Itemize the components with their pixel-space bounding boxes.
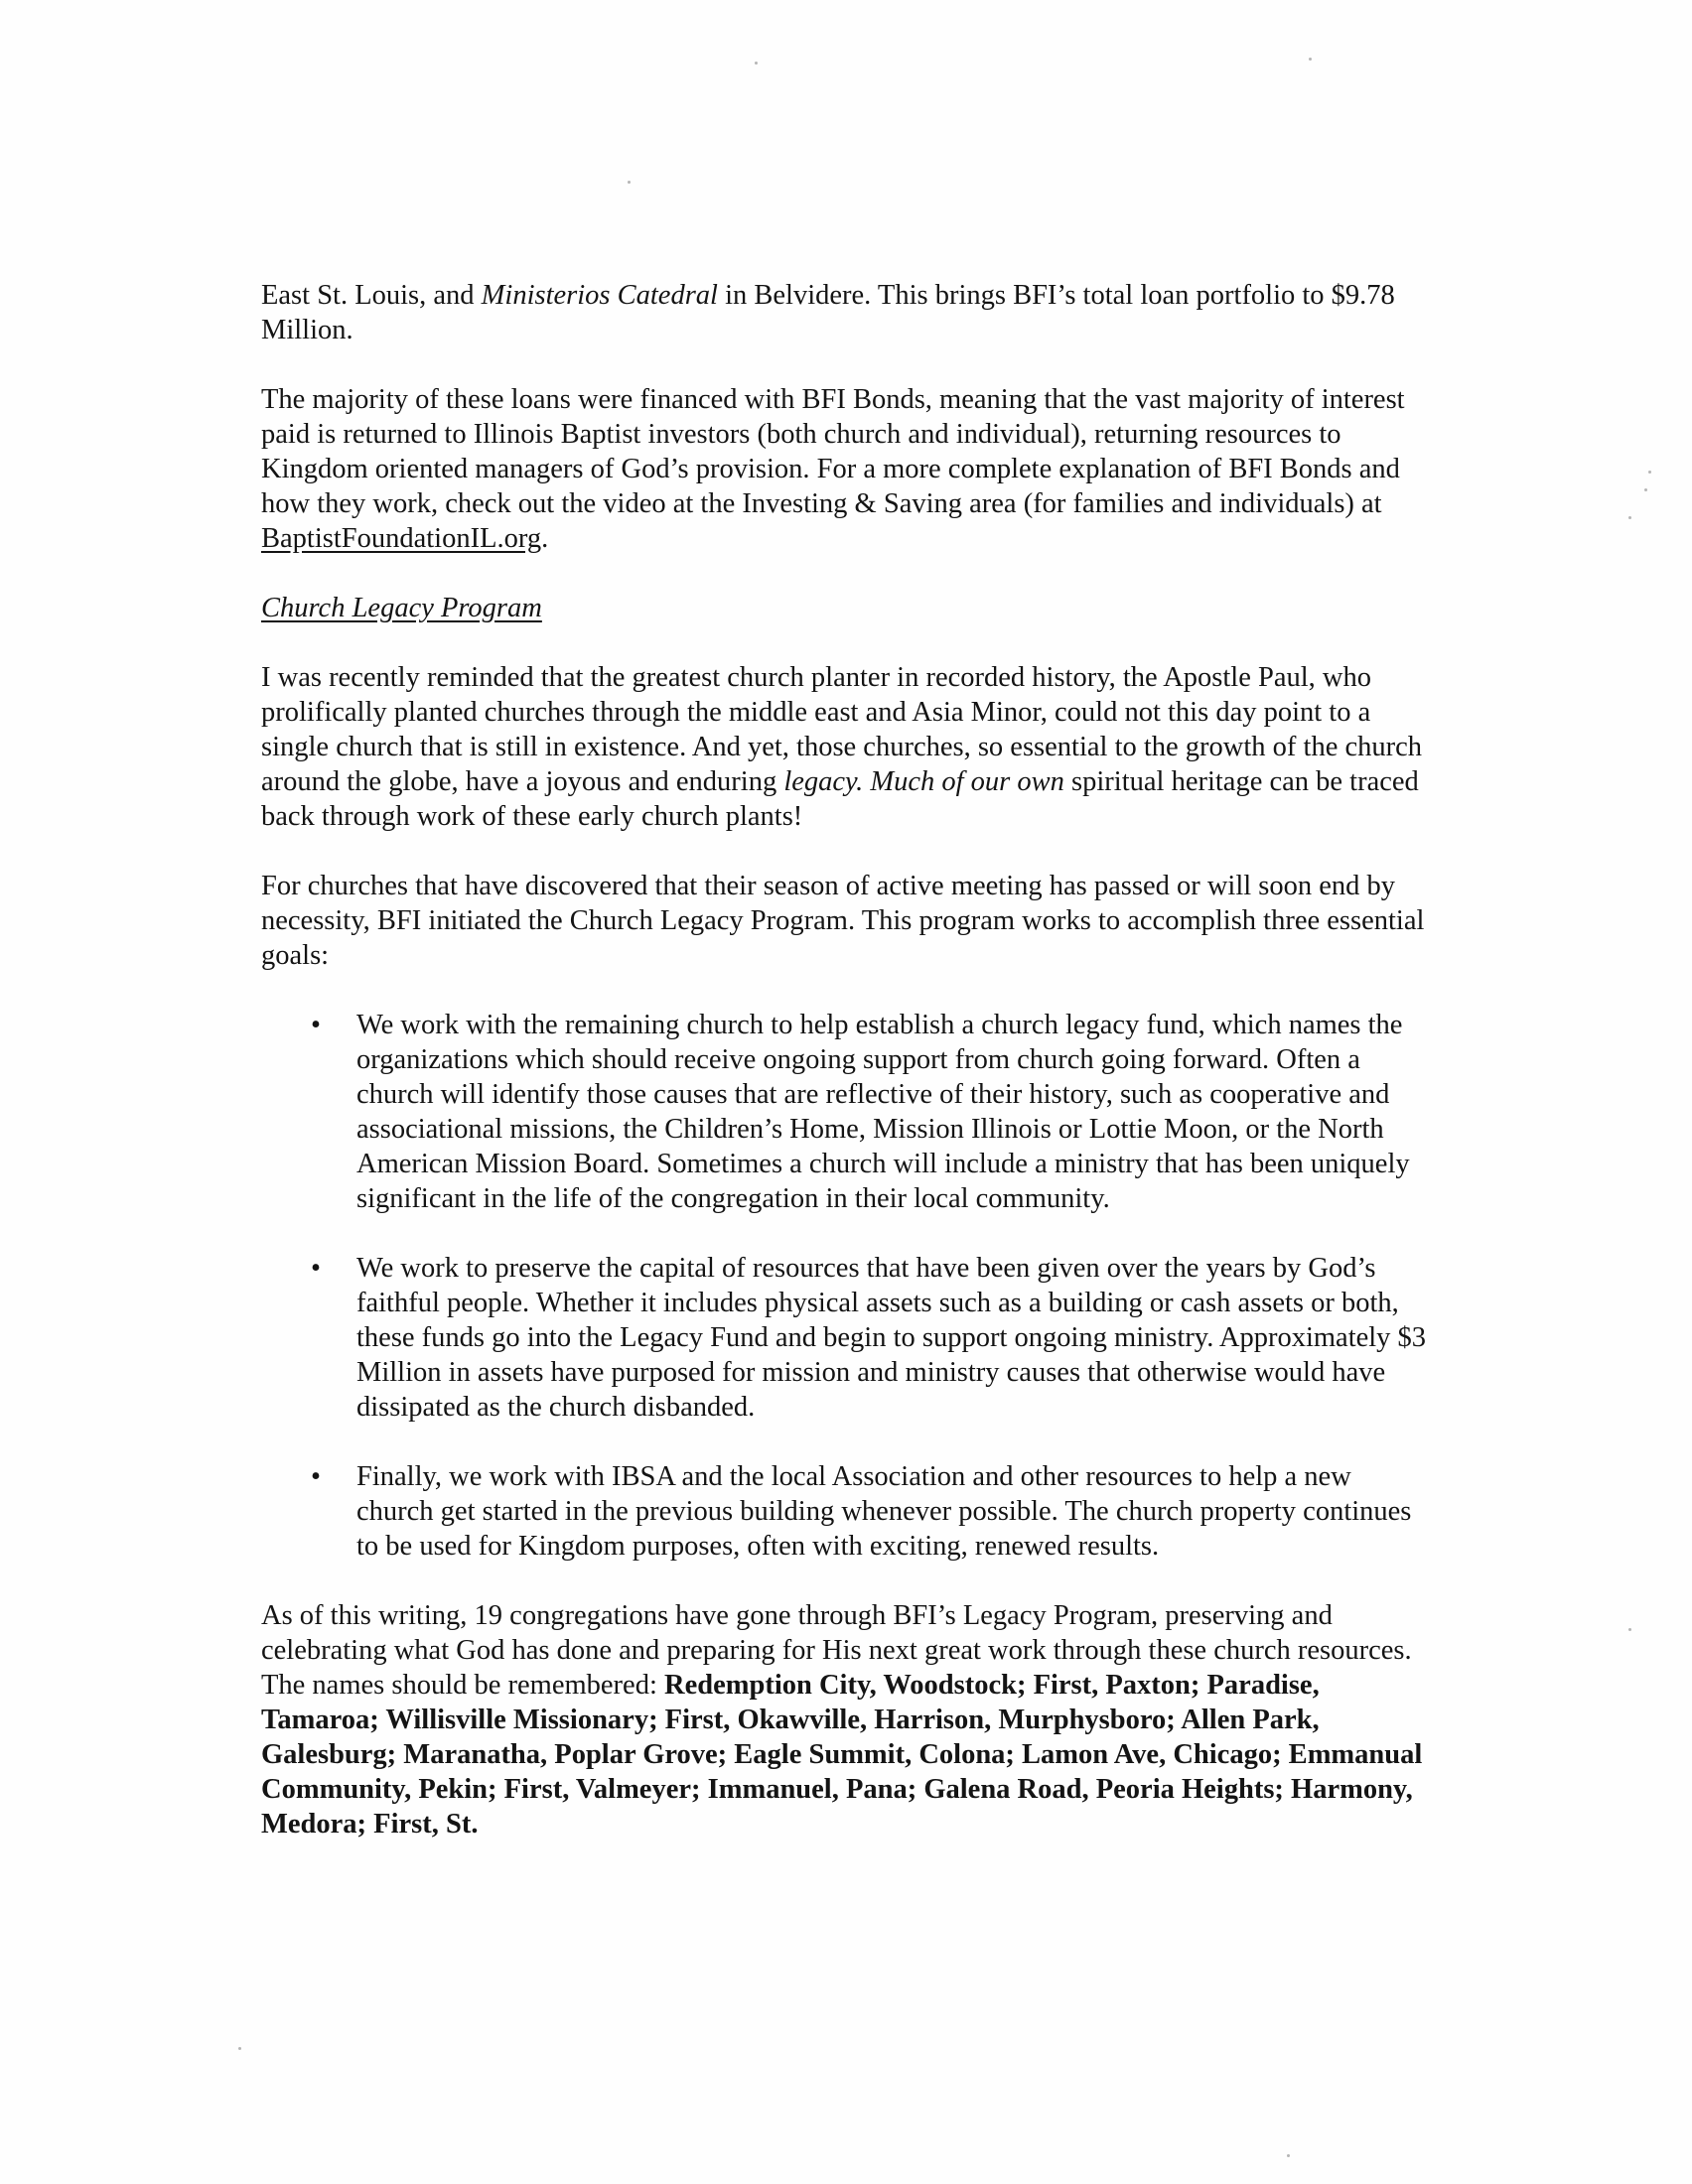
list-item-text: Finally, we work with IBSA and the local Association and other resources to help a new church get started in the previous building whenever possible. The church property continues to be used for Kingdom purposes, often with exciting, renewed results.	[356, 1461, 1412, 1562]
paragraph-legacy-intro: For churches that have discovered that their season of active meeting has passed or will soon end by necessity, BFI initiated the Church Legacy Program. This program works to accomplish three essential goals:	[261, 871, 1425, 971]
list-item-text: We work to preserve the capital of resources that have been given over the years by God’s faithful people. Whether it includes physical assets such as a building or cash assets or both, these funds go into the Legacy Fund and begin to support ongoing ministry. Approximately $3 Million in assets have purposed for mission and ministry causes that otherwise would have dissipated as the church disbanded.	[356, 1253, 1427, 1423]
scan-speck	[755, 62, 758, 65]
document-body	[261, 278, 1428, 1876]
scan-speck	[1628, 516, 1631, 519]
italic-phrase: legacy. Much of our own	[783, 766, 1064, 797]
list-item-text: We work with the remaining church to help establish a church legacy fund, which names the organizations which should receive ongoing support from church going forward. Often a church will identify those causes that are reflective of their history, such as cooperative and associational missions, the Children’s Home, Mission Illinois or Lottie Moon, or the North American Mission Board. Sometimes a church will include a ministry that has been uniquely significant in the life of the congregation in their local community.	[356, 1010, 1410, 1214]
paragraph-text: spiritual heritage can be traced back through work of these early church plants!	[261, 766, 1419, 832]
scan-speck	[628, 181, 631, 184]
paragraph-text: As of this writing, 19 congregations have gone through BFI’s Legacy Program, preserving and celebrating what God has done and preparing for His next great work through these church resources. The names should be remembered:	[261, 1600, 1412, 1701]
list-item	[261, 1459, 1428, 1564]
paragraph-bonds	[261, 382, 1428, 556]
list-item	[261, 1251, 1428, 1425]
paragraph-congregations	[261, 1598, 1428, 1842]
bullet-icon: •	[311, 1253, 321, 1284]
bullet-icon: •	[311, 1461, 321, 1492]
bullet-icon: •	[311, 1010, 321, 1040]
paragraph-apostle-paul	[261, 660, 1428, 834]
paragraph-text: East St. Louis, and	[261, 280, 482, 311]
paragraph-text: in Belvidere. This brings BFI’s total loan portfolio to $9.78 Million.	[261, 280, 1395, 345]
list-item	[261, 1008, 1428, 1216]
paragraph-text: I was recently reminded that the greatest church planter in recorded history, the Apostle Paul, who prolifically planted churches through the middle east and Asia Minor, could not this day point to a single church that is still in existence. And yet, those churches, so essential to the growth of the church around the globe, have a joyous and enduring	[261, 662, 1423, 797]
scan-speck	[1648, 471, 1651, 474]
goals-list	[261, 1008, 1428, 1564]
website-link[interactable]: BaptistFoundationIL.org	[261, 523, 542, 554]
scan-speck	[1309, 58, 1312, 61]
paragraph-text: .	[541, 523, 549, 554]
paragraph-text: The majority of these loans were financed with BFI Bonds, meaning that the vast majority of interest paid is returned to Illinois Baptist investors (both church and individual), returning resources to Kingdom oriented managers of God’s provision. For a more complete explanation of BFI Bonds and how they work, check out the video at the Investing & Saving area (for families and individuals) at	[261, 384, 1405, 519]
scan-speck	[238, 2047, 241, 2050]
church-name-italic: Ministerios Catedral	[481, 280, 718, 311]
scan-speck	[1644, 488, 1647, 491]
scan-speck	[1287, 2154, 1290, 2157]
scan-speck	[1628, 1628, 1631, 1631]
congregation-names: Redemption City, Woodstock; First, Paxton; Paradise, Tamaroa; Willisville Missionary; First, Okawville, Harrison, Murphysboro; Allen Park, Galesburg; Maranatha, Poplar Grove; Eagle Summit, Colona; Lamon Ave, Chicago; Emmanual Community, Pekin; First, Valmeyer; Immanuel, Pana; Galena Road, Peoria Heights; Harmony, Medora; First, St.	[261, 1670, 1423, 1840]
section-heading: Church Legacy Program	[261, 593, 542, 623]
paragraph-loans	[261, 278, 1428, 347]
